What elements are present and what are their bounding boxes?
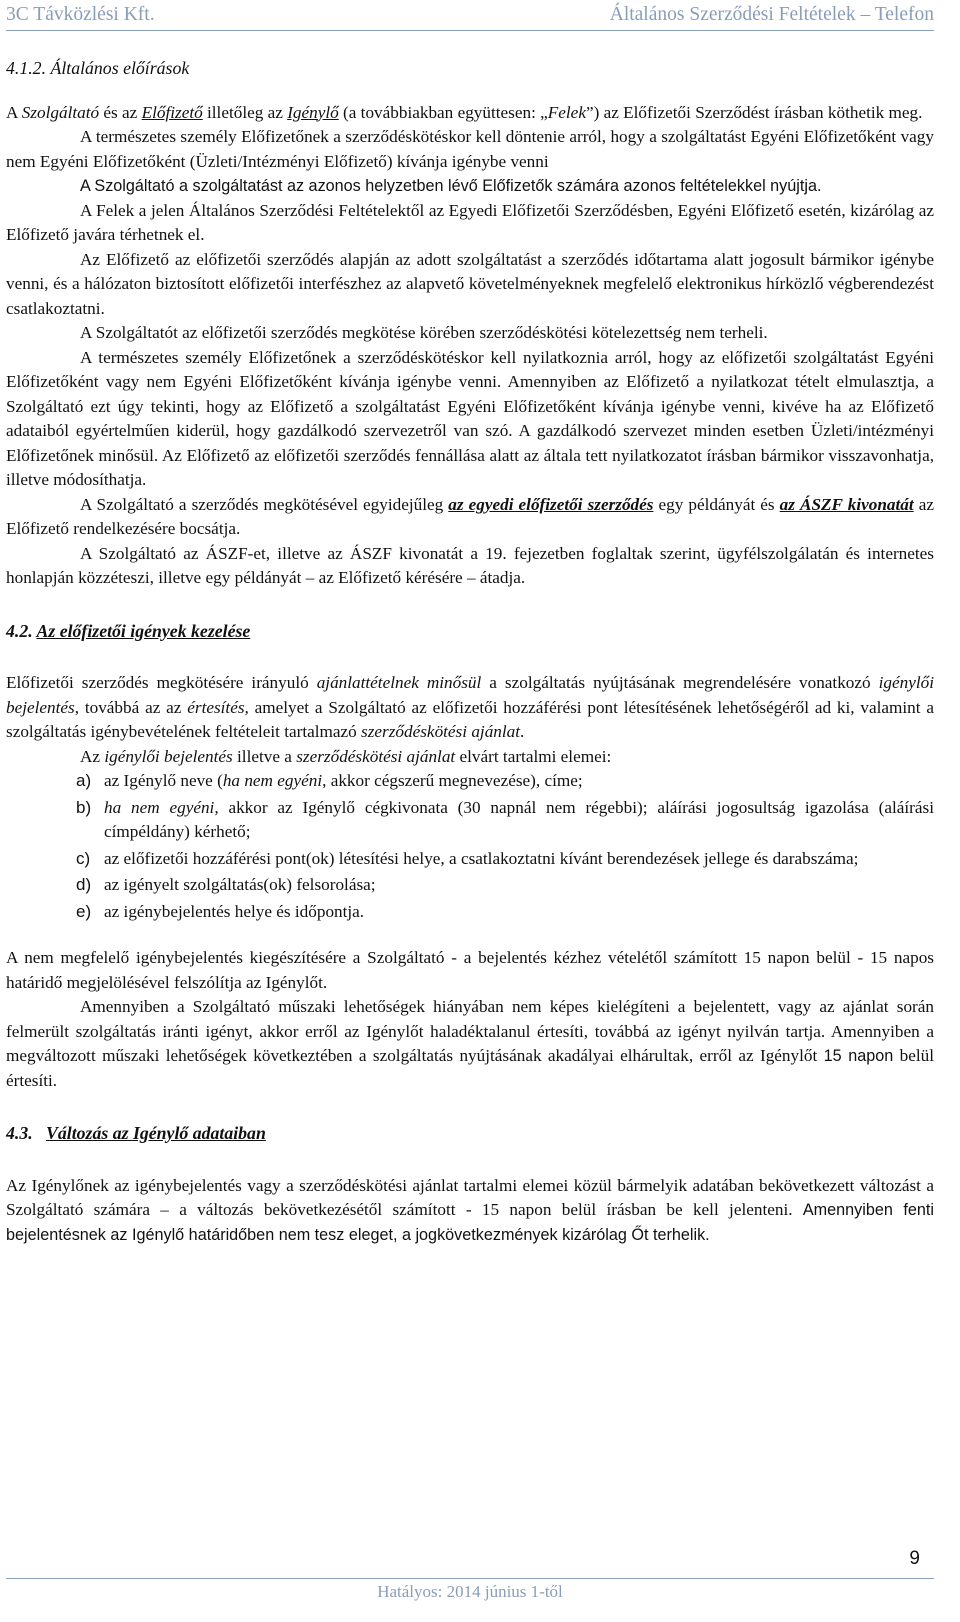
page-number: 9 — [909, 1548, 920, 1569]
page-header — [6, 4, 934, 30]
paragraph-incomplete-request: A nem megfelelő igénybejelentés kiegészítésére a Szolgáltató - a bejelentés kézhez vételétől számított 15 napon belül - 15 napos határidő megjelölésével felszólítja az Igénylőt. — [6, 948, 934, 992]
required-elements-list — [6, 769, 934, 924]
document-body — [6, 56, 934, 1247]
paragraph-deviation: A Felek a jelen Általános Szerződési Feltételektől az Egyedi Előfizetői Szerződésben, Egyéni Előfizető esetén, kizárólag az Előfizető javára térhetnek el. — [6, 200, 934, 244]
list-item: d) az igényelt szolgáltatás(ok) felsorolása; — [6, 873, 934, 898]
section-4-3-title — [6, 1121, 934, 1146]
list-marker: d) — [76, 875, 92, 894]
paragraph-publication: A Szolgáltató az ÁSZF-et, illetve az ÁSZF kivonatát a 19. fejezetben foglaltak szerint, ügyfélszolgálatán és internetes honlapján közzéteszi, illetve egy példányát – az Előfizető kérésére – átadja. — [6, 543, 934, 587]
footer-effective-date: Hatályos: 2014 június 1-től — [377, 1582, 563, 1601]
paragraph-contract-copy: A Szolgáltató a szerződés megkötésével egyidejűleg az egyedi előfizetői szerződés egy példányát és az ÁSZF kivonatát az Előfizető rendelkezésére bocsátja. — [6, 494, 934, 538]
list-marker: c) — [76, 848, 91, 868]
footer-divider — [6, 1578, 934, 1579]
list-marker: b) — [76, 797, 92, 817]
paragraph-declaration: A természetes személy Előfizetőnek a szerződéskötéskor kell nyilatkoznia arról, hogy az előfizetői szolgáltatást Egyéni Előfizetőként vagy nem Egyéni Előfizetőként kívánja igénybe venni. Amennyiben az Előfizető a nyilatkozat tételt elmulasztja, a Szolgáltató ezt úgy tekinti, hogy az Előfizető a szolgáltatást Egyéni Előfizetőként kívánja igénybe venni, kivéve ha az Előfizető adataiból egyértelműen kiderül, hogy gazdálkodó szervezetről van szó. A gazdálkodó szervezet minden esetben Üzleti/intézményi Előfizetőnek minősül. Az Előfizető az előfizetői szerződés fennállása alatt az általa tett nyilatkozatot írásban bármikor visszavonhatja, illetve módosíthatja. — [6, 347, 934, 489]
paragraph-technical-limits: Amennyiben a Szolgáltató műszaki lehetőségek hiányában nem képes kielégíteni a bejelentett, vagy az ajánlat során felmerült szolgáltatás iránti igényt, akkor erről az Igénylőt haladéktalanul értesíti, továbbá az igényt nyilván tartja. Amennyiben a megváltozott műszaki lehetőségek következtében a szolgáltatás nyújtásának akadályai elhárultak, erről az Igénylőt 15 napon belül értesíti. — [6, 997, 934, 1090]
list-item: e) az igénybejelentés helye és időpontja. — [6, 900, 934, 925]
paragraph-required-elements: Az igénylői bejelentés illetve a szerződéskötési ajánlat elvárt tartalmi elemei: — [80, 746, 612, 766]
header-company: 3C Távközlési Kft. — [6, 4, 155, 25]
paragraph-offer-definition: Előfizetői szerződés megkötésére irányuló ajánlattételnek minősül a szolgáltatás nyújtásának megrendelésére vonatkozó igénylői bejelentés, továbbá az az értesítés, amelyet a Szolgáltató az előfizetői hozzáférési pont létesítésének lehetőségéről ad ki, valamint a szolgáltatás igénybevételének feltételeit tartalmazó szerződéskötési ajánlat. — [6, 673, 934, 741]
list-item: a) az Igénylő neve (ha nem egyéni, akkor cégszerű megnevezése), címe; — [6, 769, 934, 794]
section-4-3-heading: Változás az Igénylő adataiban — [46, 1123, 266, 1143]
section-4-3-number: 4.3. — [6, 1123, 33, 1143]
paragraph-usage-rights: Az Előfizető az előfizetői szerződés alapján az adott szolgáltatást a szerződés időtartama alatt jogosult bármikor igénybe venni, és a hálózaton biztosított előfizetői interfészhez az alapvető követelményeknek megfelelő elektronikus hírközlő végberendezést csatlakoztatni. — [6, 249, 934, 318]
section-4-1-2-title: 4.1.2. Általános előírások — [6, 58, 190, 78]
list-item: c) az előfizetői hozzáférési pont(ok) létesítési helye, a csatlakoztatni kívánt berendezések jellege és darabszáma; — [6, 847, 934, 872]
paragraph-equal-conditions: A Szolgáltató a szolgáltatást az azonos helyzetben lévő Előfizetők számára azonos feltételekkel nyújtja. — [80, 177, 822, 195]
paragraph-data-change: Az Igénylőnek az igénybejelentés vagy a szerződéskötési ajánlat tartalmi elemei közül bármelyik adatában bekövetkezett változást a Szolgáltató számára – a változás bekövetkezésétől számított - 15 napon belül írásban be kell jelenteni. Amennyiben fenti bejelentésnek az Igénylő határidőben nem tesz eleget, a jogkövetkezmények kizárólag Őt terhelik. — [6, 1175, 934, 1244]
list-marker: e) — [76, 901, 92, 921]
section-4-2-number: 4.2. — [6, 620, 33, 641]
list-marker: a) — [76, 771, 92, 790]
paragraph-no-obligation: A Szolgáltatót az előfizetői szerződés megkötése körében szerződéskötési kötelezettség nem terheli. — [80, 323, 768, 342]
header-doc-title: Általános Szerződési Feltételek – Telefon — [609, 4, 934, 25]
header-divider — [6, 30, 934, 31]
section-4-2-title — [6, 619, 934, 644]
section-4-2-heading: Az előfizetői igények kezelése — [36, 620, 251, 641]
paragraph-subscriber-choice: A természetes személy Előfizetőnek a szerződéskötéskor kell döntenie arról, hogy a szolgáltatást Egyéni Előfizetőként vagy nem Egyéni Előfizetőként (Üzleti/Intézményi Előfizető) kívánja igénybe venni — [6, 127, 934, 171]
paragraph-parties: A Szolgáltató és az Előfizető illetőleg az Igénylő (a továbbiakban együttesen: „Felek”) az Előfizetői Szerződést írásban köthetik meg. — [6, 102, 923, 122]
list-item: b) ha nem egyéni, akkor az Igénylő cégkivonata (30 napnál nem régebbi); aláírási jogosultság igazolása (aláírási címpéldány) kérhető; — [76, 797, 935, 841]
